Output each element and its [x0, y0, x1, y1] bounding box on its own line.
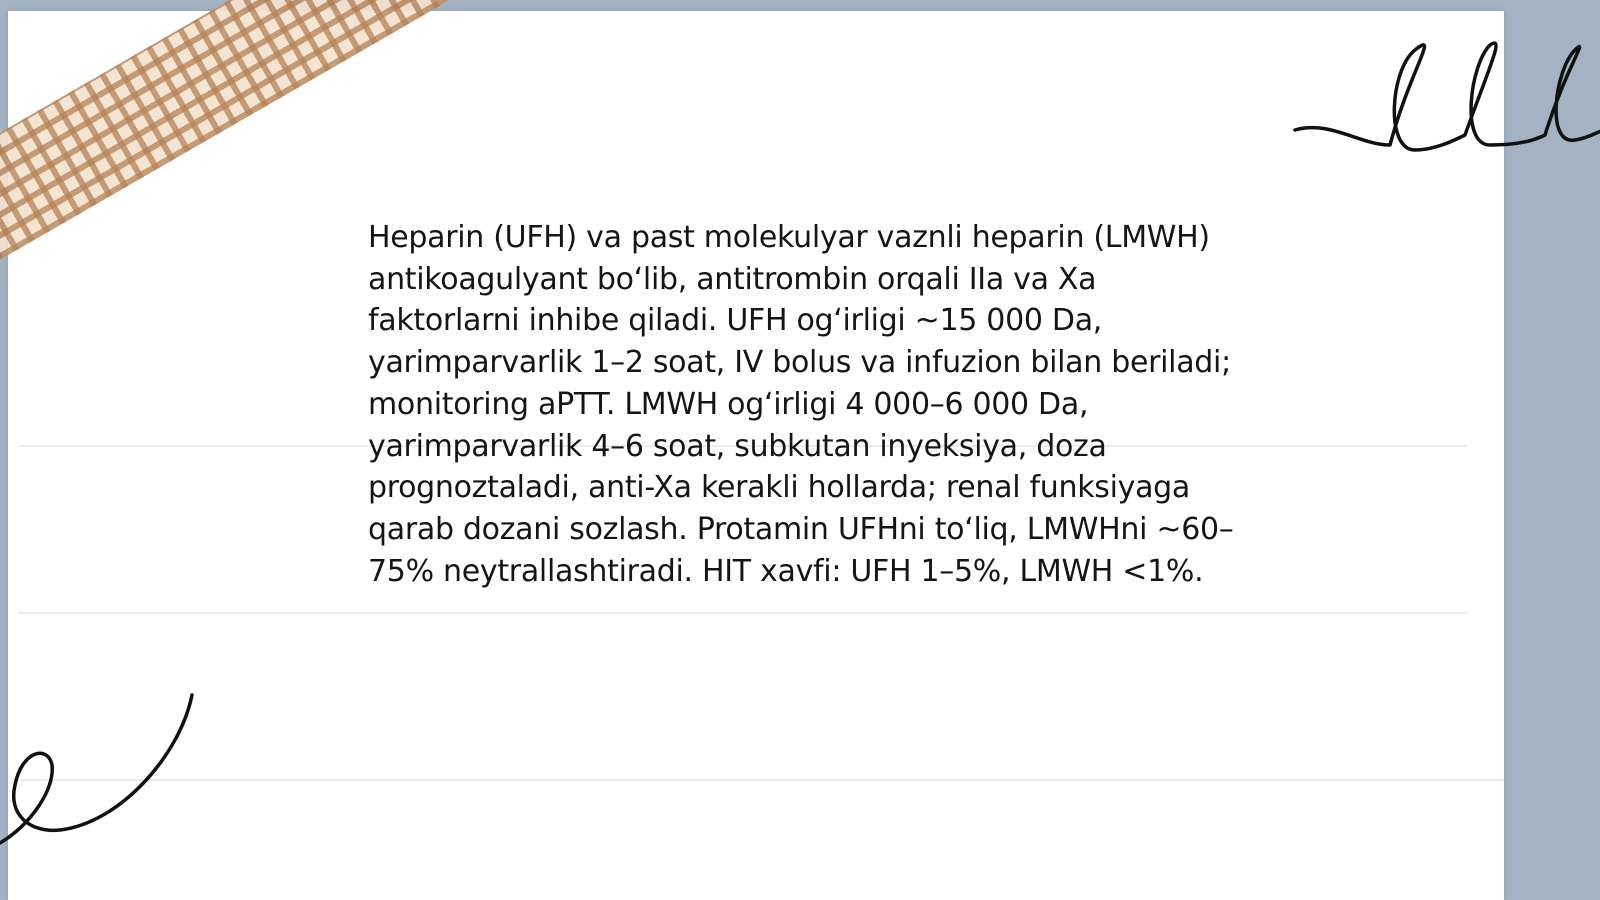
paper-rule-line [18, 612, 1468, 614]
curl-doodle [0, 695, 200, 855]
note-paper [8, 11, 1504, 900]
paper-rule-line [18, 779, 1504, 781]
loop-squiggle-doodle [1290, 30, 1600, 170]
body-paragraph: Heparin (UFH) va past molekulyar vaznli heparin (LMWH) antikoagulyant bo‘lib, antitrombin orqali IIa va Xa faktorlarni inhibe qiladi. UFH og‘irligi ~15 000 Da, yarimparvarlik 1–2 soat, IV bolus va infuzion bilan beriladi; monitoring aPTT. LMWH og‘irligi 4 000–6 000 Da, yarimparvarlik 4–6 soat, subkutan inyeksiya, doza prognoztaladi, anti-Xa kerakli hollarda; renal funksiyaga qarab dozani sozlash. Protamin UFHni to‘liq, LMWHni ~60–75% neytrallashtiradi. HIT xavfi: UFH 1–5%, LMWH <1%. [368, 220, 1234, 589]
